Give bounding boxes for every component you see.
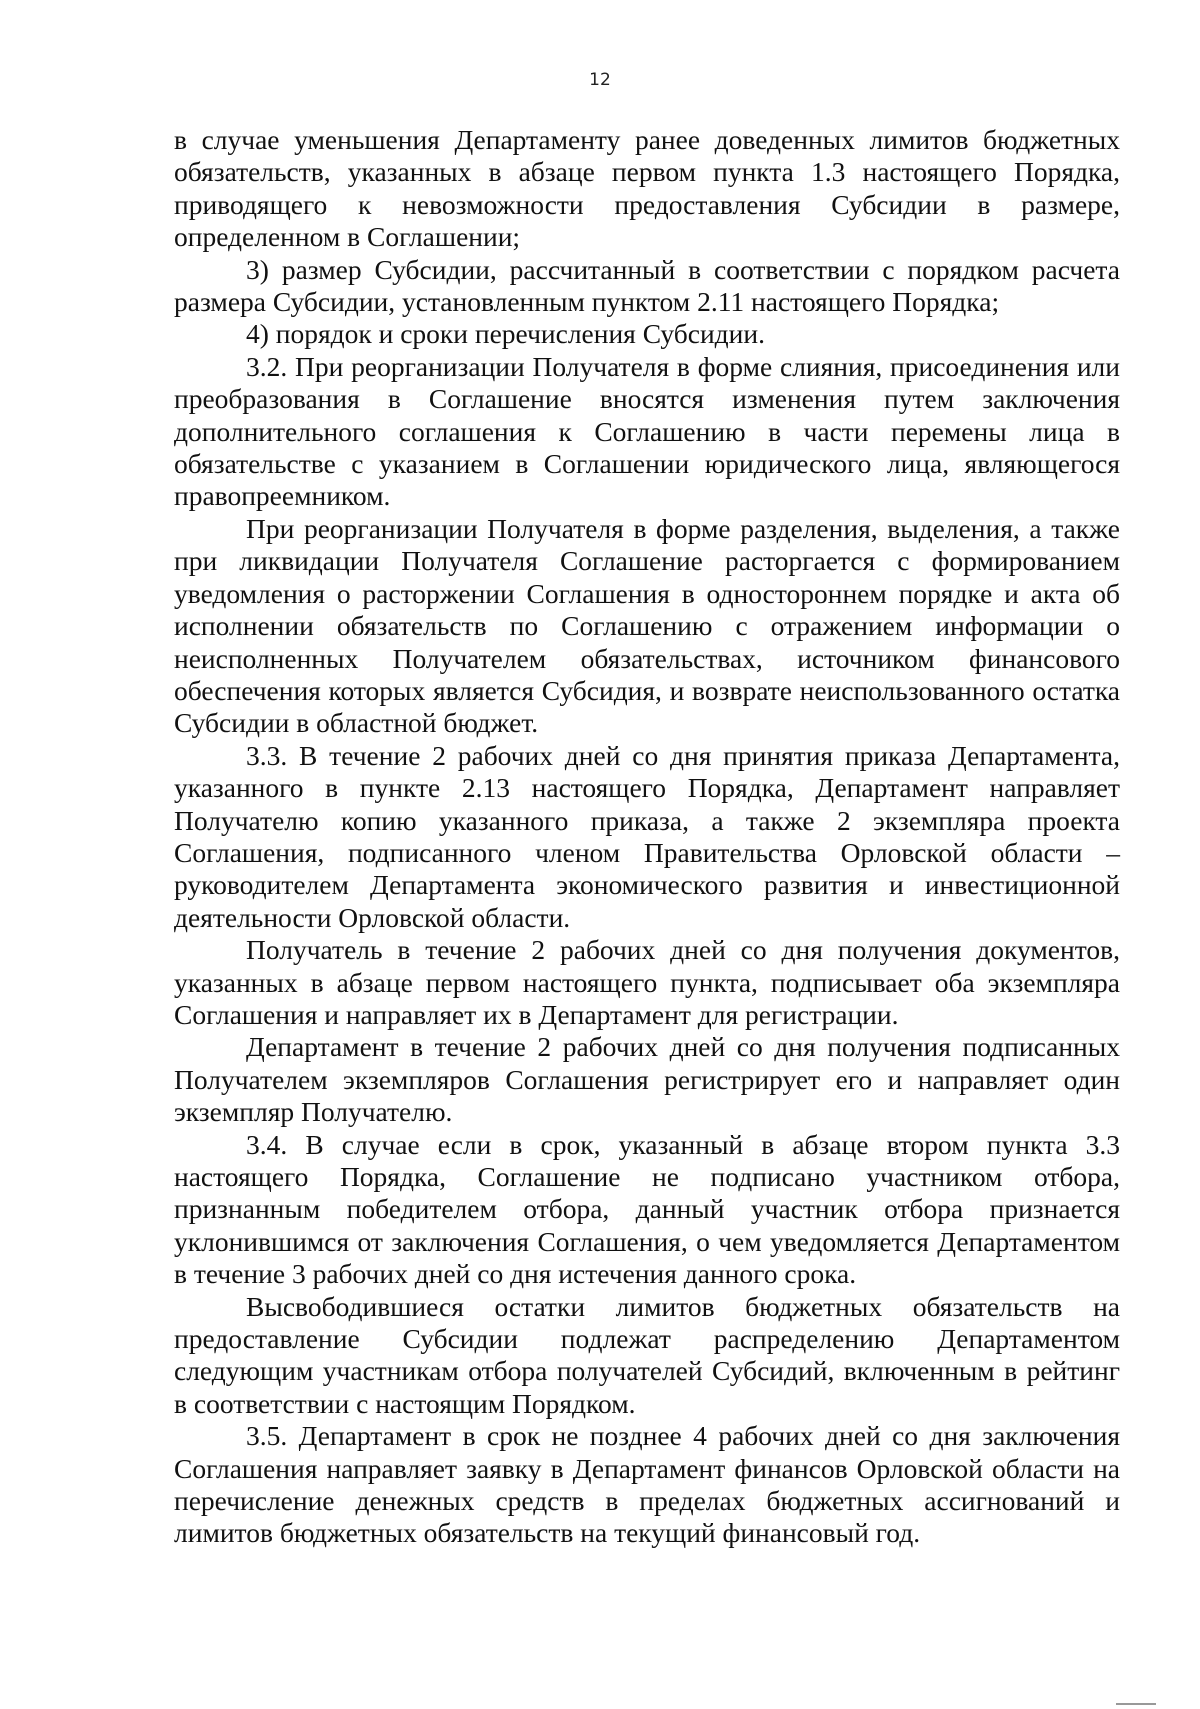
paragraph-3-3-order-copy: 3.3. В течение 2 рабочих дней со дня принятия приказа Департамента, указанного в пункте 2.13 настоящего Порядка, Департамент направляет Получателю копию указанного приказа, а также 2 экземпляра проекта Соглашения, подписанного членом Правительства Орловской области – руководителем Департамента экономического развития и инвестиционной деятельности Орловской области. <box>174 739 1120 933</box>
document-body <box>174 124 1120 1550</box>
scan-edge-mark <box>1116 1703 1156 1709</box>
paragraph-subsidy-amount: 3) размер Субсидии, рассчитанный в соответствии с порядком расчета размера Субсидии, установленным пунктом 2.11 настоящего Порядка; <box>174 253 1120 318</box>
paragraph-3-4-evasion: 3.4. В случае если в срок, указанный в абзаце втором пункта 3.3 настоящего Порядка, Соглашение не подписано участником отбора, признанным победителем отбора, данный участник отбора признается уклонившимся от заключения Соглашения, о чем уведомляется Департаментом в течение 3 рабочих дней со дня истечения данного срока. <box>174 1128 1120 1290</box>
paragraph-redistribution: Высвободившиеся остатки лимитов бюджетных обязательств на предоставление Субсидии подлежат распределению Департаментом следующим участникам отбора получателей Субсидий, включенным в рейтинг в соответствии с настоящим Порядком. <box>174 1290 1120 1419</box>
paragraph-3-5-funds-request: 3.5. Департамент в срок не позднее 4 рабочих дней со дня заключения Соглашения направляет заявку в Департамент финансов Орловской области на перечисление денежных средств в пределах бюджетных ассигнований и лимитов бюджетных обязательств на текущий финансовый год. <box>174 1420 1120 1549</box>
paragraph-budget-limits-reduction: в случае уменьшения Департаменту ранее доведенных лимитов бюджетных обязательств, указанных в абзаце первом пункта 1.3 настоящего Порядка, приводящего к невозможности предоставления Субсидии в размере, определенном в Соглашении; <box>174 124 1120 253</box>
paragraph-recipient-signing: Получатель в течение 2 рабочих дней со дня получения документов, указанных в абзаце первом настоящего пункта, подписывает оба экземпляра Соглашения и направляет их в Департамент для регистрации. <box>174 934 1120 1030</box>
paragraph-reorganization-termination: При реорганизации Получателя в форме разделения, выделения, а также при ликвидации Получателя Соглашение расторгается с формированием уведомления о расторжении Соглашения в одностороннем порядке и акта об исполнении обязательств по Соглашению с отражением информации о неисполненных Получателем обязательствах, источником финансового обеспечения которых является Субсидия, и возврате неиспользованного остатка Субсидии в областной бюджет. <box>174 512 1120 739</box>
paragraph-transfer-terms: 4) порядок и сроки перечисления Субсидии. <box>246 318 765 350</box>
paragraph-department-registration: Департамент в течение 2 рабочих дней со дня получения подписанных Получателем экземпляров Соглашения регистрирует его и направляет один экземпляр Получателю. <box>174 1031 1120 1128</box>
paragraph-3-2-reorganization: 3.2. При реорганизации Получателя в форме слияния, присоединения или преобразования в Соглашение вносятся изменения путем заключения дополнительного соглашения к Соглашению в части перемены лица в обязательстве с указанием в Соглашении юридического лица, являющегося правопреемником. <box>174 350 1120 512</box>
page-number: 12 <box>589 70 611 90</box>
